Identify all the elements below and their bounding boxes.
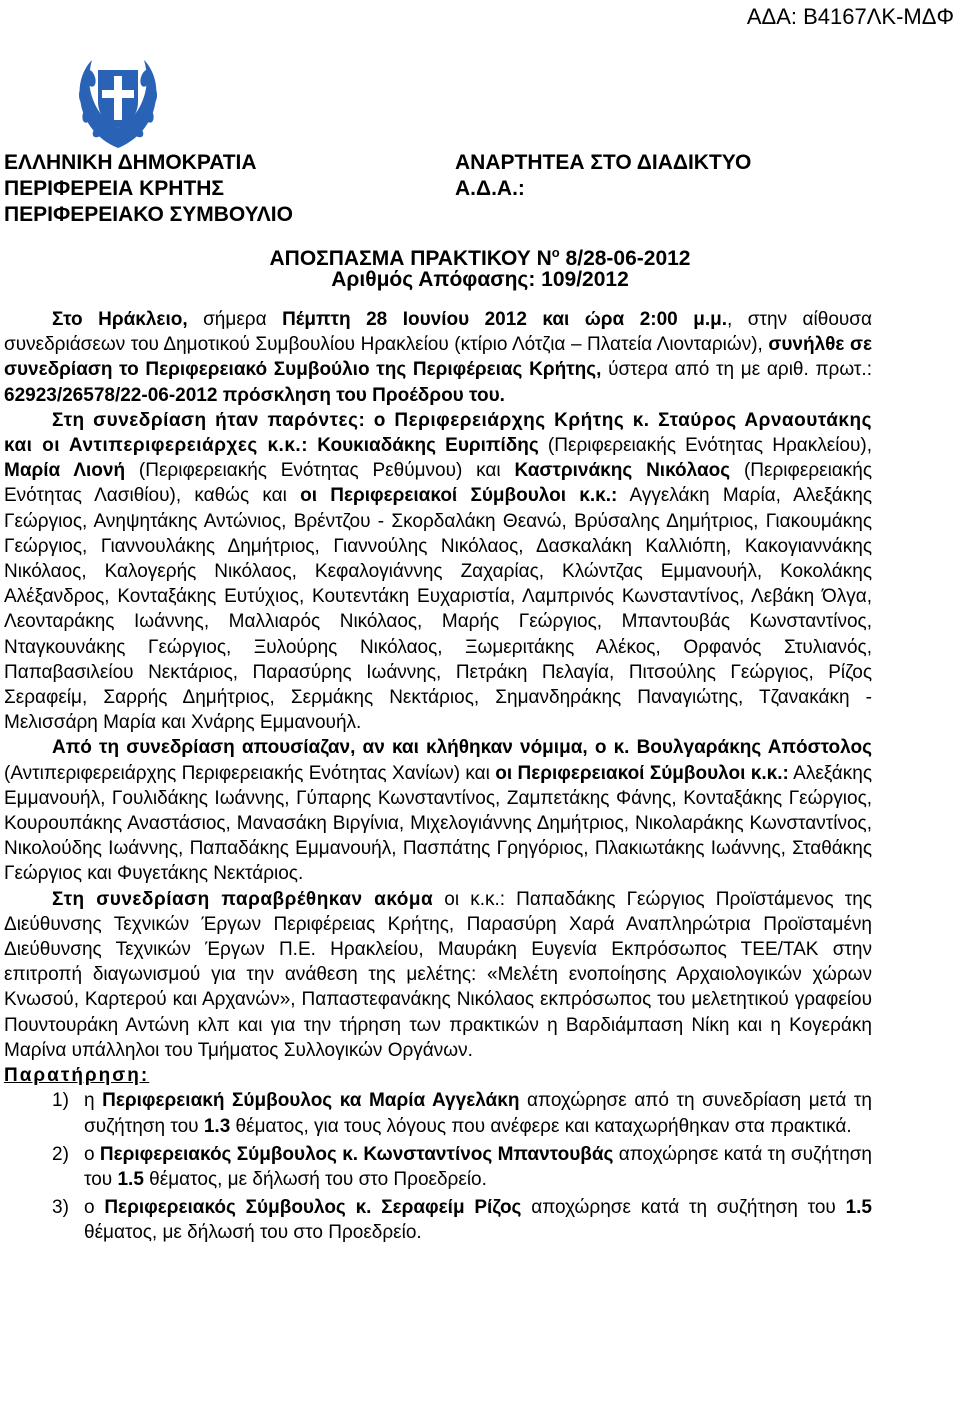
header-left <box>4 150 293 228</box>
header-country: ΕΛΛΗΝΙΚΗ ΔΗΜΟΚΡΑΤΙΑ <box>4 151 257 174</box>
header-ada-label: Α.Δ.Α.: <box>455 177 525 200</box>
ada-code: ΑΔΑ: Β4167ΛΚ-ΜΔΦ <box>746 4 954 29</box>
header-region: ΠΕΡΙΦΕΡΕΙΑ ΚΡΗΤΗΣ <box>4 177 225 200</box>
decision-number: Αριθμός Απόφασης: 109/2012 <box>331 268 629 291</box>
greek-emblem-icon <box>68 52 168 152</box>
header-publish-note: ΑΝΑΡΤΗΤΕΑ ΣΤΟ ΔΙΑΔΙΚΤΥΟ <box>455 151 752 174</box>
notes-list <box>4 1088 872 1245</box>
note-item: 3) ο Περιφερειακός Σύμβουλος κ. Σεραφείμ Ρίζος αποχώρησε κατά τη συζήτηση του 1.5 θέματος, με δήλωσή του στο Προεδρείο. <box>52 1197 872 1244</box>
note-title: Παρατήρηση: <box>4 1065 150 1087</box>
paragraph-attendees: Στη συνεδρίαση παραβρέθηκαν ακόμα οι κ.κ.: Παπαδάκης Γεώργιος Προϊστάμενος της Διεύθυνσης Τεχνικών Έργων Περιφέρειας Κρήτης, Παρασύρη Χαρά Αναπληρώτρια Προϊσταμένη Διεύθυνσης Τεχνικών Έργων Π.Ε. Ηρακλείου, Μαυράκη Ευγενία Εκπρόσωπος ΤΕΕ/ΤΑΚ στην επιτροπή διαγωνισμού για την ανάθεση της μελέτης: «Μελέτη ενοποίησης Αρχαιολογικών χώρων Κνωσού, Καρτερού και Αρχανών», Παπαστεφανάκης Νικόλαος εκπρόσωπος του μελετητικού γραφείου Πουντουράκη Αντώνη κλπ και για την τήρηση των πρακτικών η Βαρδιάμπαση Νίκη και η Κογεράκη Μαρίνα υπάλληλοι του Τμήματος Συλλογικών Οργάνων. <box>4 888 872 1061</box>
excerpt-title-text: ΑΠΟΣΠΑΣΜΑ ΠΡΑΚΤΙΚΟΥ Ν <box>269 247 552 270</box>
paragraph-session: Στο Ηράκλειο, σήμερα Πέμπτη 28 Ιουνίου 2012 και ώρα 2:00 μ.μ., στην αίθουσα συνεδριάσεων του Δημοτικού Συμβουλίου Ηρακλείου (κτίριο Λότζια – Πλατεία Λιονταριών), συνήλθε σε συνεδρίαση το Περιφερειακό Συμβούλιο της Περιφέρειας Κρήτης, ύστερα από τη με αριθ. πρωτ.: 62923/26578/22-06-2012 πρόσκληση του Προέδρου του. <box>4 309 872 406</box>
header-council: ΠΕΡΙΦΕΡΕΙΑΚΟ ΣΥΜΒΟΥΛΙΟ <box>4 203 293 226</box>
excerpt-title-sup: ο <box>551 245 560 260</box>
note-item: 1) η Περιφερειακή Σύμβουλος κα Μαρία Αγγελάκη αποχώρησε από τη συνεδρίαση μετά τη συζήτηση του 1.3 θέματος, για τους λόγους που ανέφερε και καταχωρήθηκαν στα πρακτικά. <box>52 1090 872 1137</box>
note-item: 2) ο Περιφερειακός Σύμβουλος κ. Κωνσταντίνος Μπαντουβάς αποχώρησε κατά τη συζήτηση του 1.5 θέματος, με δήλωσή του στο Προεδρείο. <box>52 1143 872 1190</box>
paragraph-present: Στη συνεδρίαση ήταν παρόντες: ο Περιφερειάρχης Κρήτης κ. Σταύρος Αρναουτάκης και οι Αντιπεριφερειάρχες κ.κ.: Κουκιαδάκης Ευριπίδης (Περιφερειακής Ενότητας Ηρακλείου), Μαρία Λιονή (Περιφερειακής Ενότητας Ρεθύμνου) και Καστρινάκης Νικόλαος (Περιφερειακής Ενότητας Λασιθίου), καθώς και οι Περιφερειακοί Σύμβουλοι κ.κ.: Αγγελάκη Μαρία, Αλεξάκης Γεώργιος, Ανηψητάκης Αντώνιος, Βρέντζου - Σκορδαλάκη Θεανώ, Βρύσαλης Δημήτριος, Γιακουμάκης Γεώργιος, Γιαννουλάκης Δημήτριος, Γιαννούλης Νικόλαος, Δασκαλάκη Καλλιόπη, Κακογιαννάκης Νικόλαος, Καλογερής Νικόλαος, Κεφαλογιάννης Ζαχαρίας, Κλώντζας Εμμανουήλ, Κοκολάκης Αλέξανδρος, Κονταξάκης Ευτύχιος, Κουτεντάκη Ευχαριστία, Λαμπρινός Κωνσταντίνος, Λεβάκη Όλγα, Λεονταράκης Ιωάννης, Μαλλιαρός Νικόλαος, Μαρής Γεώργιος, Μπαντουβάς Κωνσταντίνος, Νταγκουνάκης Γεώργιος, Ξυλούρης Νικόλαος, Ξωμεριτάκης Αλέκος, Ορφανός Στυλιανός, Παπαβασιλείου Νεκτάριος, Παρασύρης Ιωάννης, Πετράκη Πελαγία, Πιτσούλης Γεώργιος, Ρίζος Σεραφείμ, Σαρρής Δημήτριος, Σερμάκης Νεκτάριος, Σημανδηράκης Παναγιώτης, Τζανακάκη - Μελισσάρη Μαρία και Χνάρης Εμμανουήλ. <box>4 409 873 734</box>
header-right <box>455 150 751 202</box>
document-body <box>4 307 872 1249</box>
excerpt-title-number: 8/28-06-2012 <box>559 247 691 270</box>
paragraph-absent: Από τη συνεδρίαση απουσίαζαν, αν και κλήθηκαν νόμιμα, ο κ. Βουλγαράκης Απόστολος (Αντιπεριφερειάρχης Περιφερειακής Ενότητας Χανίων) και οι Περιφερειακοί Σύμβουλοι κ.κ.: Αλεξάκης Εμμανουήλ, Γουλιδάκης Ιωάννης, Γύπαρης Κωνσταντίνος, Ζαμπετάκης Φάνης, Κονταξάκης Γεώργιος, Κουρουπάκης Αναστάσιος, Μανασάκη Βιργίνια, Μιχελογιάννης Δημήτριος, Νικολαράκης Κωνσταντίνος, Νικολούδης Ιωάννης, Παπαδάκης Εμμανουήλ, Πασπάτης Γρηγόριος, Πλακιωτάκης Ιωάννης, Σταθάκης Γεώργιος και Φυγετάκης Νεκτάριος. <box>4 737 872 885</box>
